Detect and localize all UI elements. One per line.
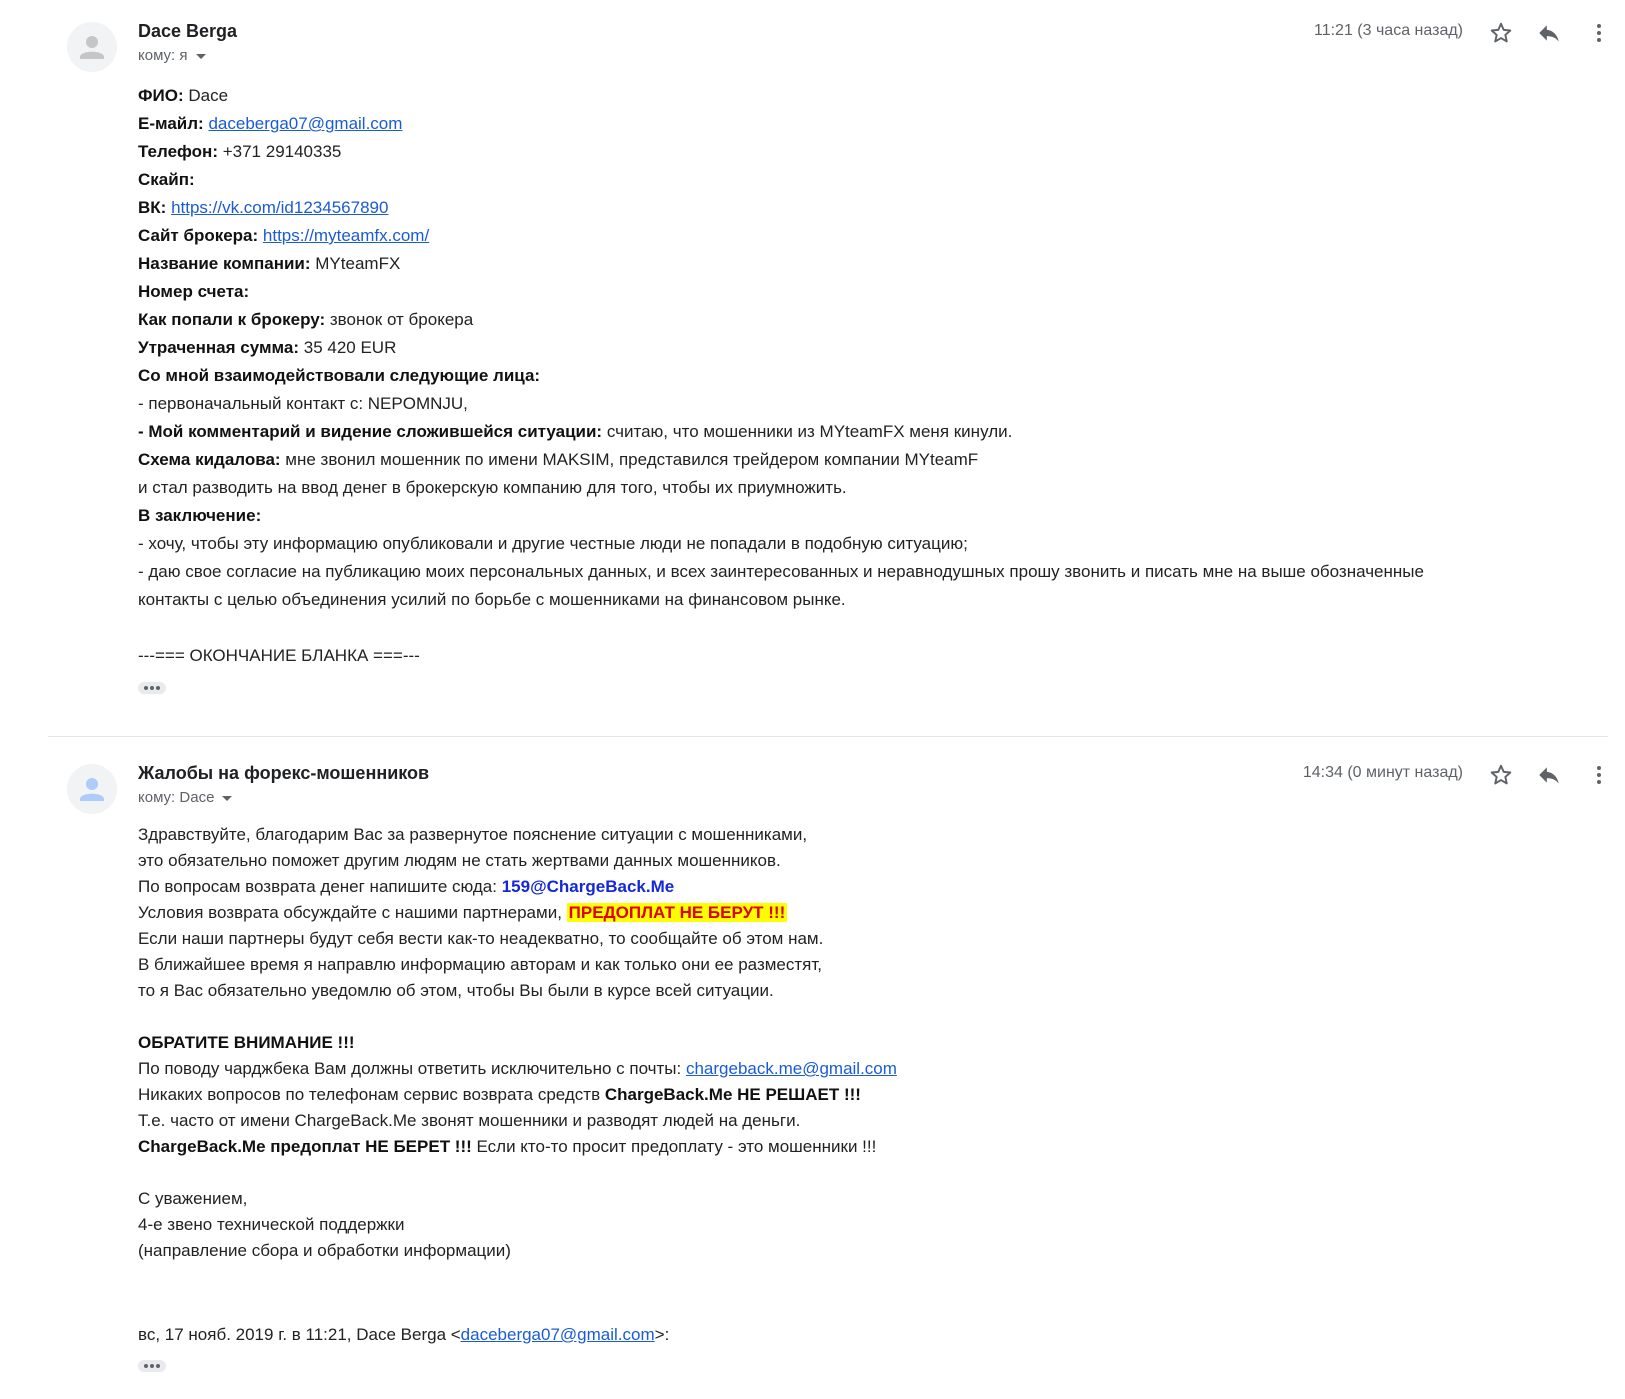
persons-heading: Со мной взаимодействовали следующие лица:	[138, 366, 541, 385]
reply-icon	[1535, 20, 1563, 46]
chargeback-email[interactable]: 159@ChargeBack.Me	[501, 877, 675, 896]
scheme-continued: и стал разводить на ввод денег в брокерскую компанию для того, чтобы их приумножить.	[138, 478, 847, 497]
field-fio: ФИО: Dace	[138, 86, 229, 105]
attention-line-2: Никаких вопросов по телефонам сервис возврата средств ChargeBack.Me НЕ РЕШАЕТ !!!	[138, 1085, 861, 1104]
reply-button[interactable]	[1535, 20, 1563, 46]
message-2	[0, 742, 1625, 1399]
reply-line-1: Здравствуйте, благодарим Вас за развернутое пояснение ситуации с мошенниками,	[138, 825, 808, 844]
star-button[interactable]	[1488, 20, 1514, 46]
conclusion-2-cont: контакты с целью объединения усилий по борьбе с мошенниками на финансовом рынке.	[138, 590, 846, 609]
sender-name[interactable]: Жалобы на форекс-мошенников	[138, 763, 430, 783]
star-button[interactable]	[1488, 762, 1514, 788]
reply-icon	[1535, 762, 1563, 788]
email-link[interactable]: daceberga07@gmail.com	[208, 114, 403, 133]
reply-line-7: то я Вас обязательно уведомлю об этом, чтобы Вы были в курсе всей ситуации.	[138, 981, 774, 1000]
message-body	[138, 82, 1598, 703]
chevron-down-icon[interactable]	[196, 54, 206, 59]
message-divider	[48, 736, 1608, 737]
chargeback-gmail-link[interactable]: chargeback.me@gmail.com	[685, 1059, 897, 1078]
field-broker-site: Сайт брокера: https://myteamfx.com/	[138, 226, 430, 245]
attention-line-1: По поводу чарджбека Вам должны ответить исключительно с почты: chargeback.me@gmail.com	[138, 1059, 897, 1078]
field-company: Название компании: MYteamFX	[138, 254, 401, 273]
more-options-button[interactable]	[1592, 762, 1606, 788]
star-icon	[1488, 762, 1514, 788]
recipient-label: кому: Dace	[138, 789, 215, 806]
more-options-button[interactable]	[1592, 20, 1606, 46]
reply-line-4: Условия возврата обсуждайте с нашими партнерами, ПРЕДОПЛАТ НЕ БЕРУТ !!!	[138, 903, 786, 922]
reply-button[interactable]	[1535, 762, 1563, 788]
recipient-line[interactable]	[138, 789, 232, 806]
field-vk: ВК: https://vk.com/id1234567890	[138, 198, 389, 217]
signature-3: (направление сбора и обработки информации)	[138, 1241, 511, 1260]
signature-2: 4-е звено технической поддержки	[138, 1215, 405, 1234]
person-icon	[67, 764, 117, 814]
reply-line-3: По вопросам возврата денег напишите сюда: 159@ChargeBack.Me	[138, 877, 675, 896]
field-account: Номер счета:	[138, 282, 250, 301]
show-trimmed-button[interactable]	[138, 682, 166, 694]
no-prepayment-highlight: ПРЕДОПЛАТ НЕ БЕРУТ !!!	[568, 903, 786, 922]
more-vert-icon	[1592, 762, 1606, 788]
message-time: 11:21 (3 часа назад)	[1314, 22, 1463, 39]
attention-line-4: ChargeBack.Me предоплат НЕ БЕРЕТ !!! Если кто-то просит предоплату - это мошенники !!!	[138, 1137, 877, 1156]
conclusion-heading: В заключение:	[138, 506, 262, 525]
first-contact: - первоначальный контакт с: NEPOMNJU,	[138, 394, 468, 413]
field-lost-amount: Утраченная сумма: 35 420 EUR	[138, 338, 397, 357]
reply-line-6: В ближайшее время я направлю информацию авторам и как только они ее разместят,	[138, 955, 823, 974]
message-time: 14:34 (0 минут назад)	[1302, 764, 1463, 781]
person-icon	[67, 22, 117, 72]
reply-line-5: Если наши партнеры будут себя вести как-то неадекватно, то сообщайте об этом нам.	[138, 929, 824, 948]
broker-site-link[interactable]: https://myteamfx.com/	[262, 226, 430, 245]
scheme: Схема кидалова: мне звонил мошенник по имени MAKSIM, представился трейдером компании MYteamF	[138, 450, 979, 469]
attention-line-3: Т.е. часто от имени ChargeBack.Me звонят мошенники и разводят людей на деньги.	[138, 1111, 801, 1130]
more-vert-icon	[1592, 20, 1606, 46]
conclusion-2: - даю свое согласие на публикацию моих персональных данных, и всех заинтересованных и неравнодушных прошу звонить и писать мне на выше обозначенные	[138, 562, 1424, 581]
show-trimmed-button[interactable]	[138, 1360, 166, 1372]
reply-line-2: это обязательно поможет другим людям не стать жертвами данных мошенников.	[138, 851, 781, 870]
recipient-line[interactable]	[138, 47, 206, 64]
conclusion-1: - хочу, чтобы эту информацию опубликовали и другие честные люди не попадали в подобную ситуацию;	[138, 534, 968, 553]
quote-email-link[interactable]: daceberga07@gmail.com	[460, 1325, 655, 1344]
signature-1: С уважением,	[138, 1189, 248, 1208]
field-email: Е-майл: daceberga07@gmail.com	[138, 114, 403, 133]
quote-header: вс, 17 нояб. 2019 г. в 11:21, Dace Berga <daceberga07@gmail.com>:	[138, 1325, 670, 1344]
star-icon	[1488, 20, 1514, 46]
field-how-reached: Как попали к брокеру: звонок от брокера	[138, 310, 474, 329]
vk-link[interactable]: https://vk.com/id1234567890	[171, 198, 389, 217]
comment: - Мой комментарий и видение сложившейся ситуации: считаю, что мошенники из MYteamFX меня кинули.	[138, 422, 1013, 441]
sender-name[interactable]: Dace Berga	[138, 21, 238, 41]
field-phone: Телефон: +371 29140335	[138, 142, 342, 161]
chevron-down-icon[interactable]	[222, 796, 232, 801]
field-skype: Скайп:	[138, 170, 195, 189]
recipient-label: кому: я	[138, 47, 188, 64]
end-marker: ---=== ОКОНЧАНИЕ БЛАНКА ===---	[138, 646, 420, 665]
sender-avatar[interactable]	[67, 764, 117, 814]
message-body	[138, 822, 1598, 1380]
sender-avatar[interactable]	[67, 22, 117, 72]
attention-heading: ОБРАТИТЕ ВНИМАНИЕ !!!	[138, 1033, 355, 1052]
